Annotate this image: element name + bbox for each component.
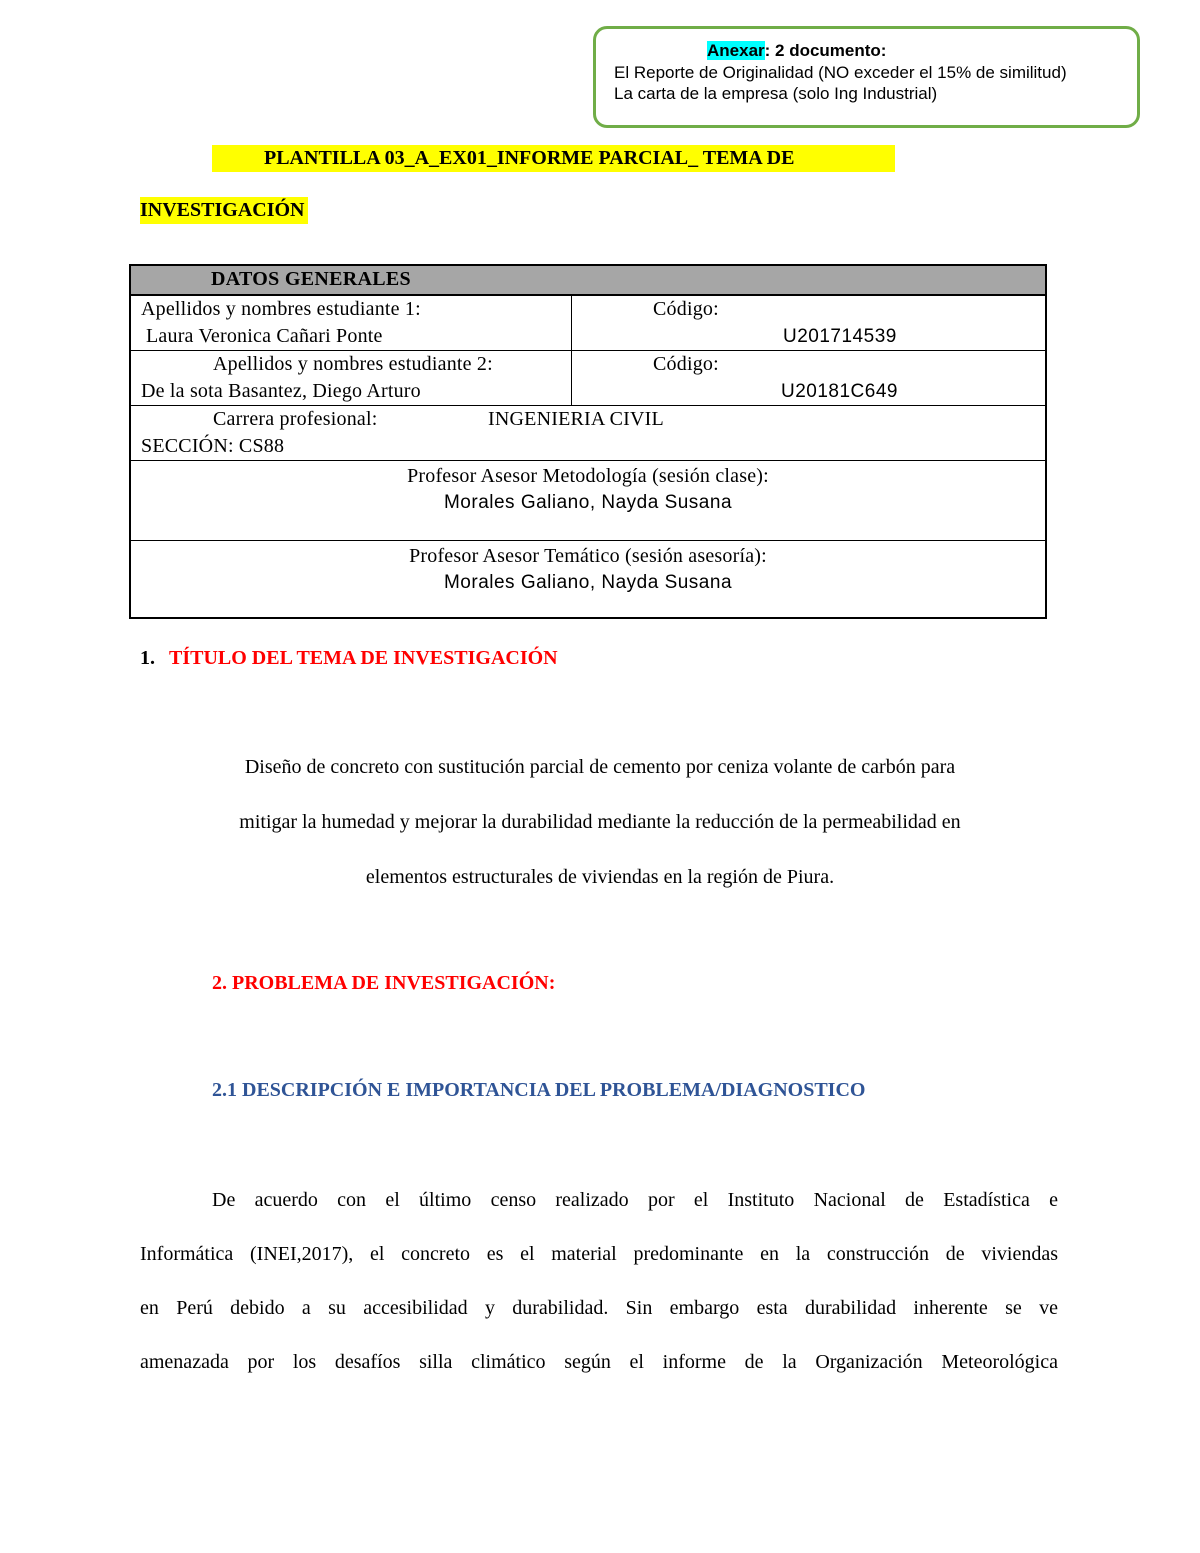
- section2-heading: 2. PROBLEMA DE INVESTIGACIÓN:: [212, 972, 556, 994]
- asesor-tematico-row: [131, 540, 1045, 619]
- seccion: SECCIÓN: CS88: [141, 435, 285, 457]
- student2-name-cell: [131, 351, 572, 405]
- section1-line-2: mitigar la humedad y mejorar la durabilidad mediante la reducción de la permeabilidad en: [239, 811, 961, 833]
- student1-name-cell: [131, 296, 572, 350]
- student2-code-label: Código:: [653, 353, 719, 375]
- section1-heading: [140, 647, 558, 670]
- section1-line-3: elementos estructurales de viviendas en la región de Piura.: [365, 866, 835, 888]
- student2-name: De la sota Basantez, Diego Arturo: [141, 380, 421, 402]
- student1-code: U201714539: [783, 326, 897, 347]
- template-title-line-1: PLANTILLA 03_A_EX01_INFORME PARCIAL_ TEMA DE: [212, 145, 895, 172]
- asesor-tematico-label: Profesor Asesor Temático (sesión asesoría):: [409, 545, 767, 567]
- student2-row: [131, 350, 1045, 405]
- datos-generales-table: [129, 264, 1047, 619]
- student1-code-label: Código:: [653, 298, 719, 320]
- student1-code-cell: [571, 296, 1045, 350]
- student1-name: Laura Veronica Cañari Ponte: [146, 325, 383, 347]
- asesor-tematico-name: Morales Galiano, Nayda Susana: [443, 572, 733, 593]
- annex-callout: [593, 26, 1140, 128]
- annex-title: [707, 41, 886, 61]
- section2-paragraph-line-2: Informática (INEI,2017), el concreto es el material predominante en la construcción de viviendas: [140, 1243, 1058, 1265]
- annex-line-2: La carta de la empresa (solo Ing Industrial): [614, 84, 938, 103]
- student2-code-cell: [571, 351, 1045, 405]
- datos-header-row: [131, 266, 1045, 295]
- section1-line-1: Diseño de concreto con sustitución parcial de cemento por ceniza volante de carbón para: [244, 756, 956, 778]
- asesor-metodologia-label: Profesor Asesor Metodología (sesión clase):: [407, 465, 769, 487]
- carrera-row: [131, 405, 1045, 460]
- section2-1-heading: 2.1 DESCRIPCIÓN E IMPORTANCIA DEL PROBLEMA/DIAGNOSTICO: [212, 1079, 866, 1101]
- student2-code: U20181C649: [781, 381, 898, 402]
- section1-number: 1.: [140, 647, 155, 669]
- section2-paragraph-line-4: amenazada por los desafíos silla climático según el informe de la Organización Meteorológica: [140, 1351, 1058, 1373]
- annex-title-rest: : 2 documento:: [764, 41, 887, 60]
- student1-row: [131, 295, 1045, 350]
- asesor-metodologia-row: [131, 460, 1045, 540]
- carrera-label: Carrera profesional:: [213, 408, 378, 430]
- annex-label: Anexar: [707, 41, 765, 60]
- section1-title: TÍTULO DEL TEMA DE INVESTIGACIÓN: [169, 647, 558, 669]
- student2-label: Apellidos y nombres estudiante 2:: [213, 353, 493, 375]
- annex-line-1: El Reporte de Originalidad (NO exceder el 15% de similitud): [614, 63, 1067, 82]
- student1-label: Apellidos y nombres estudiante 1:: [141, 298, 421, 320]
- section2-paragraph-line-1: De acuerdo con el último censo realizado por el Instituto Nacional de Estadística e: [212, 1189, 1058, 1211]
- asesor-metodologia-name: Morales Galiano, Nayda Susana: [443, 492, 733, 513]
- template-title-line-2: INVESTIGACIÓN: [140, 197, 308, 224]
- datos-header: DATOS GENERALES: [211, 268, 411, 290]
- section2-paragraph-line-3: en Perú debido a su accesibilidad y durabilidad. Sin embargo esta durabilidad inherente se ve: [140, 1297, 1058, 1319]
- carrera-value: INGENIERIA CIVIL: [488, 408, 664, 430]
